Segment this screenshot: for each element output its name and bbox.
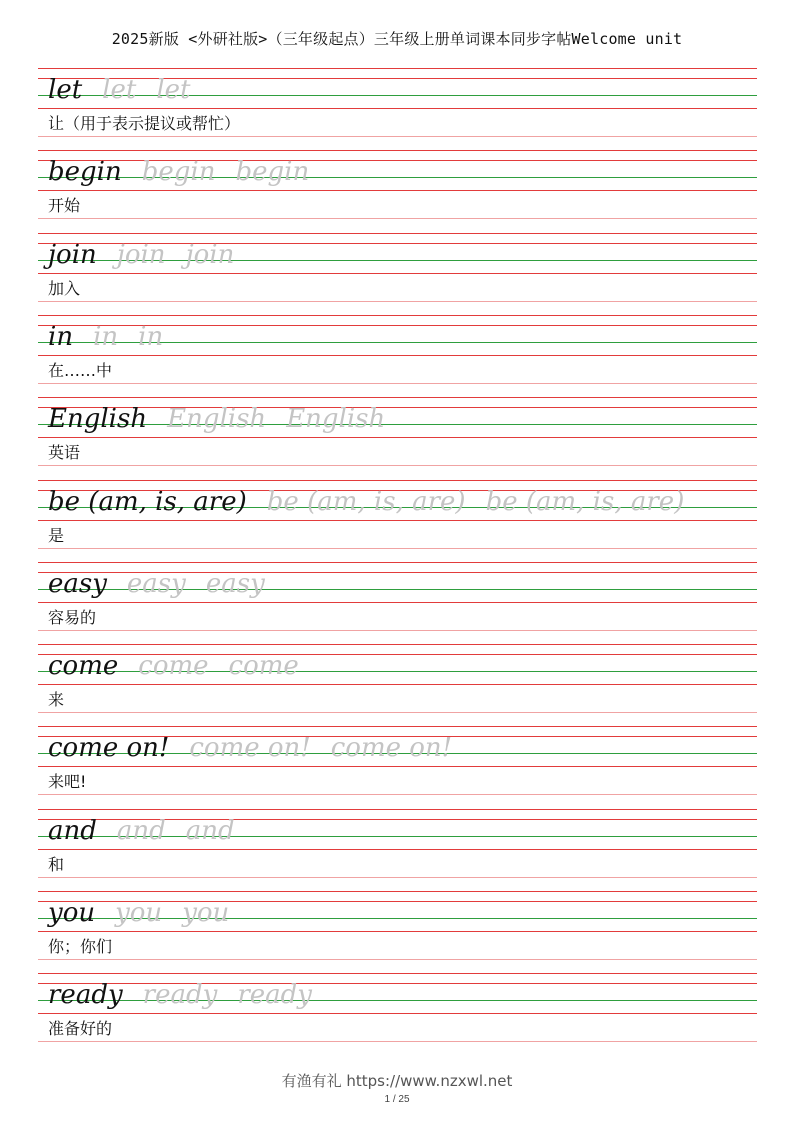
word-trace-text: be (am, is, are) — [266, 486, 466, 517]
word-meaning: 开始 — [48, 196, 81, 216]
word-trace-text: English — [167, 404, 267, 435]
word-text: be (am, is, are) — [48, 486, 247, 517]
word-trace-text: begin — [235, 157, 310, 188]
page-title: 2025新版 <外研社版>（三年级起点）三年级上册单词课本同步字帖Welcome unit — [111, 30, 683, 48]
word-line — [48, 891, 249, 935]
word-text: and — [48, 815, 97, 846]
word-trace-text: easy — [205, 568, 265, 599]
guide-line — [38, 218, 757, 219]
word-trace-text: come on! — [189, 733, 311, 764]
word-line — [48, 973, 332, 1017]
word-meaning: 英语 — [48, 443, 81, 463]
word-text: begin — [48, 157, 122, 188]
word-line — [48, 397, 405, 441]
word-trace-text: ready — [142, 980, 218, 1011]
word-trace-text: let — [156, 75, 191, 105]
word-trace-text: and — [116, 815, 166, 846]
guide-line — [38, 959, 757, 960]
guide-line — [38, 712, 757, 713]
word-entry — [38, 150, 757, 232]
page-number: 1 / 25 — [384, 1094, 410, 1105]
word-trace-text: easy — [126, 568, 186, 599]
word-line — [48, 68, 210, 112]
guide-line — [38, 1041, 757, 1042]
word-trace-text: you — [182, 898, 230, 928]
guide-line — [38, 794, 757, 795]
word-entry — [38, 480, 757, 562]
word-line — [48, 315, 183, 359]
guide-line — [38, 548, 757, 549]
guide-line — [38, 383, 757, 384]
word-meaning: 在……中 — [48, 360, 113, 380]
word-meaning: 来吧! — [48, 772, 87, 792]
word-trace-text: in — [138, 321, 164, 352]
word-entry — [38, 562, 757, 644]
word-line — [48, 644, 319, 688]
word-text: you — [48, 898, 96, 928]
word-trace-text: ready — [237, 980, 312, 1011]
word-trace-text: come on! — [330, 733, 453, 764]
word-entry — [38, 315, 757, 397]
word-trace-text: join — [116, 239, 166, 270]
word-trace-text: you — [115, 898, 163, 928]
word-line — [48, 726, 472, 770]
word-meaning: 和 — [48, 854, 65, 874]
word-entry — [38, 68, 757, 150]
word-trace-text: be (am, is, are) — [485, 486, 685, 517]
word-line — [48, 233, 254, 277]
guide-line — [38, 465, 757, 466]
word-meaning: 准备好的 — [48, 1019, 113, 1039]
word-entry — [38, 397, 757, 479]
footer-site: 有渔有礼 https://www.nzxwl.net — [281, 1072, 513, 1090]
word-trace-text: come — [138, 651, 209, 682]
word-trace-text: English — [286, 404, 386, 435]
guide-line — [38, 301, 757, 302]
word-meaning: 容易的 — [48, 607, 97, 627]
word-line — [48, 150, 329, 194]
word-line — [48, 480, 704, 524]
word-text: let — [48, 75, 83, 105]
word-trace-text: in — [93, 321, 119, 352]
word-text: come — [48, 651, 119, 682]
word-line — [48, 562, 285, 606]
word-text: join — [48, 239, 97, 270]
word-trace-text: let — [102, 75, 137, 105]
word-entry — [38, 644, 757, 726]
guide-line — [38, 630, 757, 631]
word-trace-text: join — [185, 239, 235, 270]
word-entry — [38, 891, 757, 973]
word-entry — [38, 726, 757, 808]
word-trace-text: and — [185, 815, 235, 846]
word-entry — [38, 973, 757, 1055]
word-text: ready — [48, 980, 123, 1011]
word-line — [48, 809, 255, 853]
word-meaning: 加入 — [48, 278, 81, 298]
word-text: English — [48, 404, 148, 435]
word-entry — [38, 809, 757, 891]
word-meaning: 来 — [48, 690, 65, 710]
word-text: come on! — [48, 733, 170, 764]
word-trace-text: begin — [141, 157, 216, 188]
word-trace-text: come — [228, 651, 299, 682]
word-text: easy — [48, 568, 107, 599]
word-meaning: 你；你们 — [48, 937, 113, 956]
word-text: in — [48, 321, 74, 352]
guide-line — [38, 136, 757, 137]
guide-line — [38, 877, 757, 878]
word-meaning: 让（用于表示提议或帮忙） — [48, 114, 241, 133]
word-meaning: 是 — [48, 525, 65, 545]
word-entry — [38, 233, 757, 315]
